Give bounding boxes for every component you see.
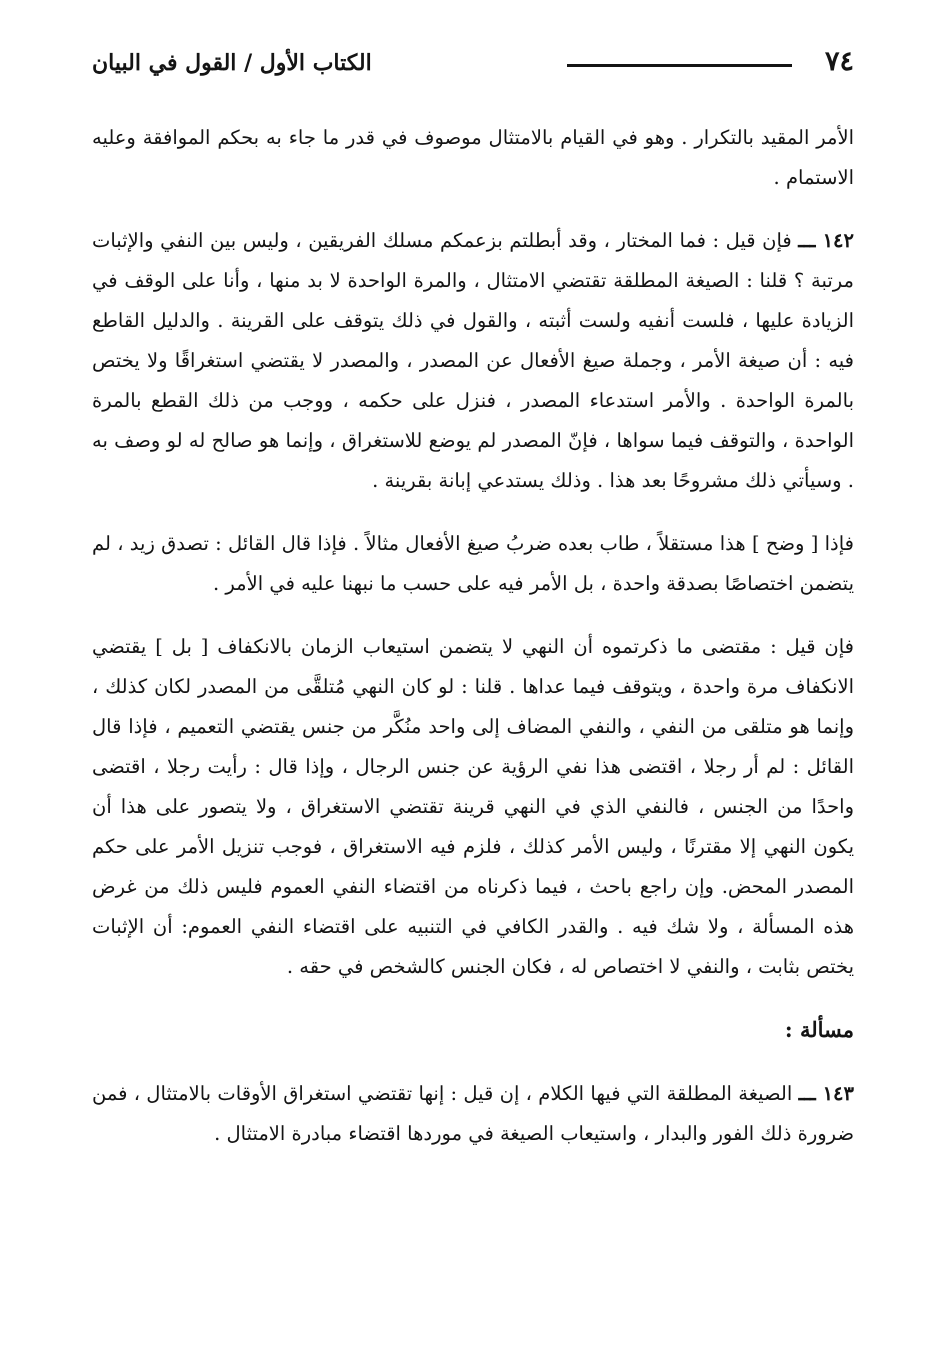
section-heading-text: مسألة : <box>784 1017 854 1042</box>
paragraph-text: فإذا [ وضح ] هذا مستقلاً ، طاب بعده ضربُ صيغ الأفعال مثالاً . فإذا قال القائل : تصدق زيد ، لم يتضمن اختصاصًا بصدقة واحدة ، بل الأمر فيه على حسب ما نبهنا عليه في الأمر . <box>92 532 854 595</box>
paragraph <box>92 221 854 501</box>
header-rule <box>567 64 792 67</box>
paragraph <box>92 627 854 987</box>
section-heading <box>92 1010 854 1050</box>
page-header <box>92 42 854 90</box>
paragraph <box>92 118 854 198</box>
body-text <box>92 118 854 1177</box>
running-title: الكتاب الأول / القول في البيان <box>92 50 372 76</box>
paragraph-text: الأمر المقيد بالتكرار . وهو في القيام بالامتثال موصوف في قدر ما جاء به بحكم الموافقة وعليه الاستمام . <box>92 126 854 189</box>
paragraph-text: الصيغة المطلقة التي فيها الكلام ، إن قيل : إنها تقتضي استغراق الأوقات بالامتثال ، فمن ضرورة ذلك الفور والبدار ، واستيعاب الصيغة في موردها اقتضاء مبادرة الامتثال . <box>92 1082 854 1145</box>
paragraph-number: ١٤٢ ـــ <box>798 229 854 252</box>
paragraph <box>92 524 854 604</box>
page-number: ٧٤ <box>824 46 854 77</box>
paragraph-text: فإن قيل : فما المختار ، وقد أبطلتم بزعمكم مسلك الفريقين ، وليس بين النفي والإثبات مرتبة ؟ قلنا : الصيغة المطلقة تقتضي الامتثال ، والمرة الواحدة لا بد منها ، وأنا على الوقف في الزيادة عليها ، فلست أنفيه ولست أثبته ، والقول في ذلك يتوقف على القرينة . والدليل القاطع فيه : أن صيغة الأمر ، وجملة صيغ الأفعال عن المصدر ، والمصدر لا يقتضي استغراقًا ولا يختص بالمرة الواحدة . والأمر استدعاء المصدر ، فنزل على حكمه ، ووجب من ذلك القطع بالمرة الواحدة ، والتوقف فيما سواها ، فإنّ المصدر لم يوضع للاستغراق ، وإنما هو صالح له لو وصف به . وسيأتي ذلك مشروحًا بعد هذا . وذلك يستدعي إبانة بقرينة . <box>92 229 854 492</box>
paragraph-number: ١٤٣ ـــ <box>798 1082 854 1105</box>
paragraph-text: فإن قيل : مقتضى ما ذكرتموه أن النهي لا يتضمن استيعاب الزمان بالانكفاف [ بل ] يقتضي الانكفاف مرة واحدة ، ويتوقف فيما عداها . قلنا : لو كان النهي مُتلقَّى من المصدر لكان كذلك ، وإنما هو متلقى من النفي ، والنفي المضاف إلى واحد منُكَّر من جنس يقتضي التعميم ، فإذا قال القائل : لم أر رجلا ، اقتضى هذا نفي الرؤية عن جنس الرجال ، وإذا قال : رأيت رجلا ، اقتضى واحدًا من الجنس ، فالنفي الذي في النهي قرينة تقتضي الاستغراق ، ولا يتصور على هذا أن يكون النهي إلا مقترنًا ، وليس الأمر كذلك ، فلزم فيه الاستغراق ، فوجب تنزيل الأمر على حكم المصدر المحض. وإن راجع باحث ، فيما ذكرناه من اقتضاء النفي العموم فليس ذلك من غرض هذه المسألة ، ولا شك فيه . والقدر الكافي في التنبيه على اقتضاء النفي العموم: أن الإثبات يختص بثابت ، والنفي لا اختصاص له ، فكان الجنس كالشخص في حقه . <box>92 635 854 978</box>
paragraph <box>92 1074 854 1154</box>
